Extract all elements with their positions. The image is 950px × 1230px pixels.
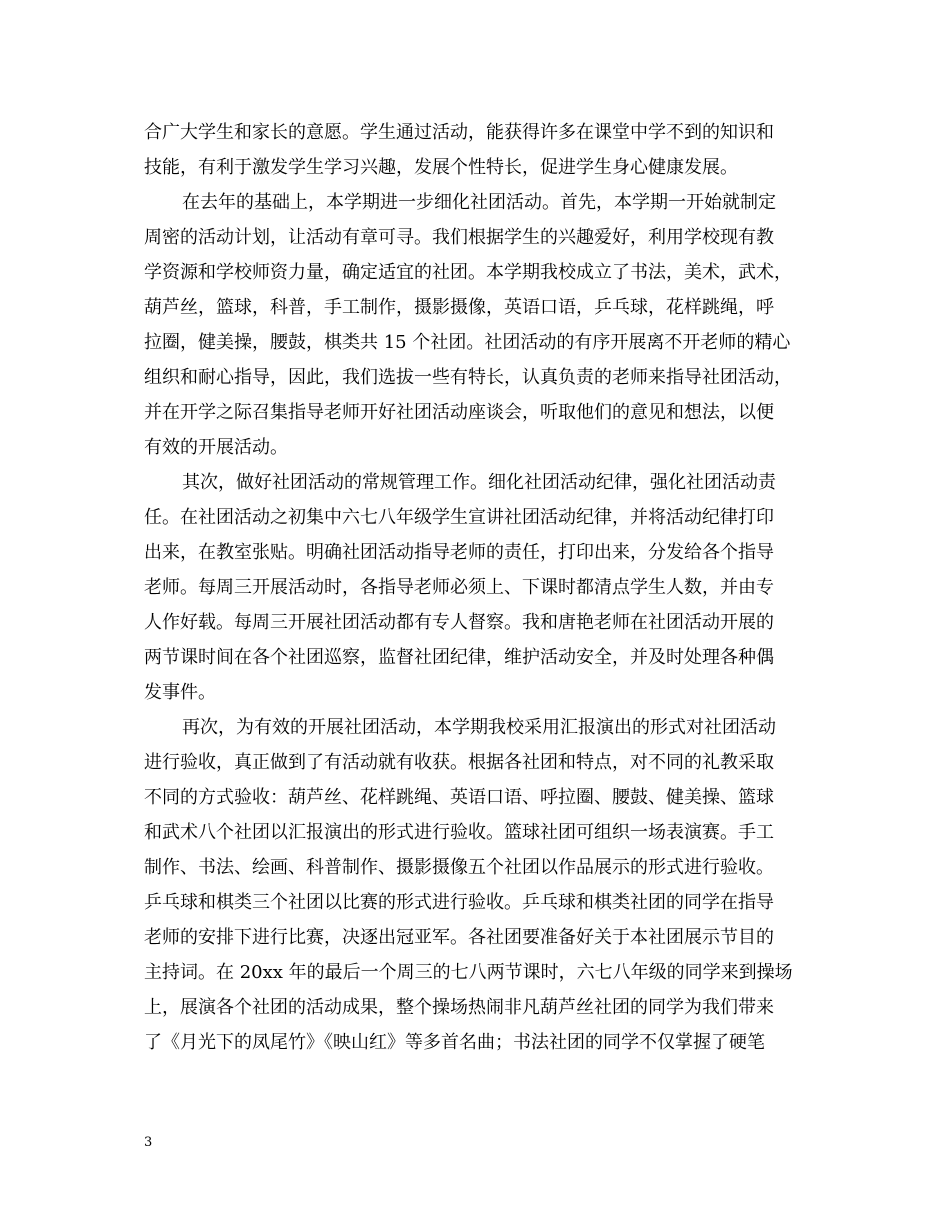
- text-line-14: 老师。每周三开展活动时，各指导老师必须上、下课时都清点学生人数，并由专: [144, 577, 774, 598]
- text-line-25: 主持词。在 20xx 年的最后一个周三的七八两节课时，六七八年级的同学来到操场: [144, 962, 793, 983]
- text-line-11: 其次，做好社团活动的常规管理工作。细化社团活动纪律，强化社团活动责: [182, 472, 776, 493]
- text-line-15: 人作好载。每周三开展社团活动都有专人督察。我和唐艳老师在社团活动开展的: [144, 612, 774, 633]
- text-line-1: 合广大学生和家长的意愿。学生通过活动，能获得许多在课堂中学不到的知识和: [144, 122, 774, 143]
- text-line-6: 葫芦丝，篮球，科普，手工制作，摄影摄像，英语口语，乒乓球，花样跳绳，呼: [144, 297, 774, 318]
- text-line-3: 在去年的基础上，本学期进一步细化社团活动。首先，本学期一开始就制定: [182, 192, 776, 213]
- text-line-21: 和武术八个社团以汇报演出的形式进行验收。篮球社团可组织一场表演赛。手工: [144, 822, 774, 843]
- text-line-16: 两节课时间在各个社团巡察，监督社团纪律，维护活动安全，并及时处理各种偶: [144, 647, 774, 668]
- text-line-22: 制作、书法、绘画、科普制作、摄影摄像五个社团以作品展示的形式进行验收。: [144, 857, 774, 878]
- text-line-4: 周密的活动计划，让活动有章可寻。我们根据学生的兴趣爱好，利用学校现有教: [144, 227, 774, 248]
- text-line-7: 拉圈，健美操，腰鼓，棋类共 15 个社团。社团活动的有序开展离不开老师的精心: [144, 332, 791, 353]
- text-line-12: 任。在社团活动之初集中六七八年级学生宣讲社团活动纪律，并将活动纪律打印: [144, 507, 774, 528]
- text-line-5: 学资源和学校师资力量，确定适宜的社团。本学期我校成立了书法，美术，武术，: [144, 262, 792, 283]
- text-line-2: 技能，有利于激发学生学习兴趣，发展个性特长，促进学生身心健康发展。: [144, 157, 738, 178]
- text-line-20: 不同的方式验收：葫芦丝、花样跳绳、英语口语、呼拉圈、腰鼓、健美操、篮球: [144, 787, 774, 808]
- page-number: 3: [144, 1135, 153, 1150]
- body-text: [144, 115, 804, 1060]
- text-line-19: 进行验收，真正做到了有活动就有收获。根据各社团和特点，对不同的礼教采取: [144, 752, 774, 773]
- text-line-8: 组织和耐心指导，因此，我们选拔一些有特长，认真负责的老师来指导社团活动，: [144, 367, 792, 388]
- text-line-9: 并在开学之际召集指导老师开好社团活动座谈会，听取他们的意见和想法，以便: [144, 402, 774, 423]
- text-line-17: 发事件。: [144, 682, 216, 703]
- text-line-18: 再次，为有效的开展社团活动，本学期我校采用汇报演出的形式对社团活动: [182, 717, 776, 738]
- text-line-27: 了《月光下的凤尾竹》《映山红》等多首名曲；书法社团的同学不仅掌握了硬笔: [144, 1032, 765, 1053]
- text-line-10: 有效的开展活动。: [144, 437, 288, 458]
- text-line-23: 乒乓球和棋类三个社团以比赛的形式进行验收。乒乓球和棋类社团的同学在指导: [144, 892, 774, 913]
- text-line-13: 出来，在教室张贴。明确社团活动指导老师的责任，打印出来，分发给各个指导: [144, 542, 774, 563]
- text-line-24: 老师的安排下进行比赛，决逐出冠亚军。各社团要准备好关于本社团展示节目的: [144, 927, 774, 948]
- text-line-26: 上，展演各个社团的活动成果，整个操场热闹非凡葫芦丝社团的同学为我们带来: [144, 997, 774, 1018]
